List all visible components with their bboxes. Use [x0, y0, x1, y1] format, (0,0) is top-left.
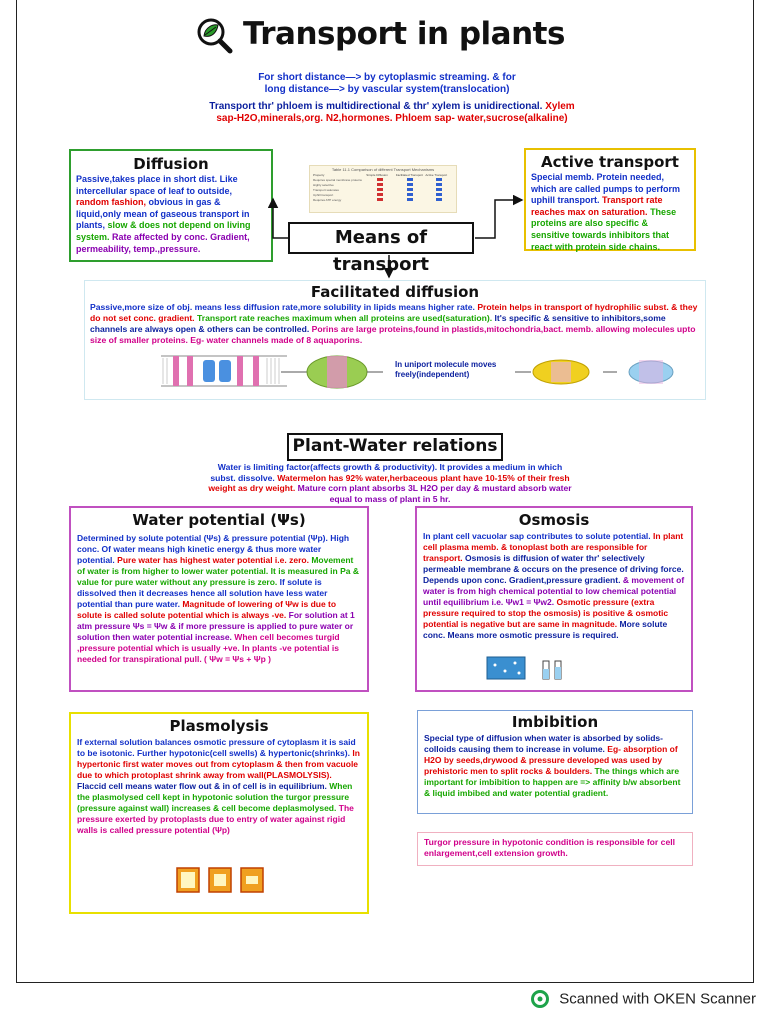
facilitated-text-3: Transport rate reaches maximum when all proteins are used(saturation).	[196, 313, 493, 323]
intro-text	[207, 72, 567, 96]
diffusion-text-1: Passive,takes place in short dist. Like intercellular space of leaf to outside,	[76, 174, 238, 196]
facilitated-text-6: Eg- water channels made of 8 aquaporins.	[190, 335, 363, 345]
channel-protein-illustration	[157, 346, 293, 396]
wp-text-8: When cell becomes turgid ,pressure potential which is usually +ve.	[77, 632, 340, 653]
facilitated-text-1: Passive,more size of obj. means less diffusion rate,more solubility in lipids means higher rate.	[90, 302, 475, 312]
osmosis-heading: Osmosis	[518, 511, 590, 529]
wp-text-3: Movement of water is from higher to lower water potential.	[77, 555, 354, 576]
scanner-text: Scanned with OKEN Scanner	[559, 990, 756, 1008]
pwr-text-3: Mature corn plant absorbs 3L H2O per day & mustard absorb water equal to mass of plant in 5 hr.	[297, 483, 572, 504]
wp-text-2: Pure water has highest water potential i.e. zero.	[117, 555, 309, 565]
symport-antiport-illustration	[513, 350, 689, 394]
plasmolysis-heading: Plasmolysis	[169, 717, 269, 735]
wp-text-6: Magnitude of lowering of Ψw is due to solute is called solute potential which is always -ve.	[77, 599, 337, 620]
osmosis-text-5: Osmotic pressure (extra pressure required to stop the osmosis) is positive & osmotic potential is negative but are same in magnitude.	[423, 597, 669, 629]
osmosis-text-4: & movement of water is from high chemical potential to low chemical potential until equilibrium i.e. Ψw1 = Ψw2.	[423, 575, 685, 607]
table-header-cell: Property	[313, 173, 325, 177]
intro-line-3a: Transport thr' phloem is multidirectional & thr' xylem is unidirectional.	[209, 101, 543, 112]
active-transport-heading: Active transport	[541, 153, 679, 171]
imbibition-box	[417, 710, 693, 814]
active-text-3: These proteins are also specific & sensitive towards inhibitors that react with protein side chains.	[531, 206, 677, 252]
table-header-cell: Facilitated Transport	[395, 173, 424, 177]
carrier-protein-illustration	[277, 348, 387, 396]
plant-water-relations-heading: Plant-Water relations	[287, 433, 503, 461]
document-page	[16, 0, 754, 983]
plasmolysis-cells-illustration	[175, 864, 265, 898]
table-cell: Highly selective	[313, 183, 334, 187]
diffusion-text-4: slow & does not depend on living system.	[76, 220, 251, 242]
uniport-caption: In uniport molecule moves freely(independent)	[395, 360, 497, 379]
table-cell: Transport saturates	[313, 188, 339, 192]
osmosis-text-1: In plant cell vacuolar sap contributes to solute potential.	[423, 531, 651, 541]
plasmolysis-text-4: When the plasmolysed cell kept in hypotonic solution the turgor pressure (pressure against wall) increases & cell become deplasmolysed.	[77, 781, 353, 813]
plasmolysis-box	[69, 712, 369, 914]
table-header-cell: Simple Diffusion	[366, 173, 388, 177]
water-potential-box	[69, 506, 369, 692]
imbibition-text-3: The things which are important for imbibition to happen are => affinity b/w absorbent & liquid imbibed and water potential gradient.	[424, 766, 681, 798]
intro-line-3b: Xylem	[545, 101, 575, 112]
intro-line-2: long distance—> by vascular system(translocation)	[264, 84, 510, 95]
pwr-text-2: Watermelon has 92% water,herbaceous plant have 10-15% of their fresh weight as dry weight.	[208, 472, 570, 494]
diffusion-text-2: random fashion,	[76, 197, 147, 208]
turgor-text: Turgor pressure in hypotonic condition is responsible for cell enlargement,cell extension growth.	[424, 837, 676, 858]
facilitated-text-5: Porins are large proteins,found in plastids,mitochondria,bact. memb. allowing molecules upto size of smaller proteins.	[90, 324, 696, 345]
table-cell: Requires special membrane proteins	[313, 178, 362, 182]
plasmolysis-text-2: In hypertonic first water moves out from cytoplasm & then from vacuole due to which protoplast shrink away from wall(PLASMOLYSIS).	[77, 748, 360, 780]
facilitated-diffusion-heading: Facilitated diffusion	[310, 283, 480, 301]
imbibition-text-2: Eg- absorption of H2O by seeds,drywood & pressure developed was used by prehistoric men to split rocks & boulders.	[424, 744, 678, 776]
wp-text-7: For solution at 1 atm pressure Ψs = Ψw & if more pressure is applied to pure water or solution then water potential increase.	[77, 610, 355, 642]
means-of-transport-label: Means of transport	[288, 222, 474, 254]
diffusion-heading: Diffusion	[133, 155, 209, 173]
wp-text-5: If solute is dissolved then it decreases hence all solution have less water potential than pure water.	[77, 577, 328, 609]
diffusion-text-5: Rate affected by conc. Gradient, permeability, temp.,pressure.	[76, 231, 250, 254]
active-text-1: Special memb. Protein needed, which are called pumps to perform uphill transport.	[531, 172, 681, 206]
wp-text-9: In plants -ve potential is needed for transpirational pull. ( Ψw = Ψs + Ψp )	[77, 643, 339, 664]
active-transport-box	[524, 148, 696, 251]
osmosis-text-2: In plant cell plasma memb. & tonoplast both are responsible for transport.	[423, 531, 684, 563]
imbibition-text-1: Special type of diffusion when water is absorbed by solids-colloids causing them to increase in volume.	[424, 733, 663, 754]
turgor-box	[417, 832, 693, 866]
osmosis-text-6: More solute conc. Means more osmotic pressure is required.	[423, 619, 668, 640]
intro-line-1: For short distance—> by cytoplasmic streaming. & for	[258, 72, 516, 83]
osmosis-illustration	[485, 653, 575, 681]
scanner-watermark	[531, 990, 756, 1012]
plasmolysis-text-5: The pressure exerted by protoplasts due to entry of water against rigid walls is called pressure potential (Ψp)	[77, 803, 354, 835]
water-potential-heading: Water potential (Ψs)	[132, 511, 306, 529]
wp-text-1: Determined by solute potential (Ψs) & pressure potential (Ψp). High conc. Of water means high kinetic energy & thus more water potential.	[77, 533, 350, 565]
table-caption: Table 11.1 Comparison of different Transport Mechanisms	[331, 167, 435, 172]
intro-transport	[167, 101, 617, 125]
facilitated-text-2: Protein helps in transport of hydrophilic subst. & they do not set conc. gradient.	[90, 302, 698, 323]
intro-line-4: sap-H2O,minerals,org. N2,hormones. Phloem sap- water,sucrose(alkaline)	[216, 113, 568, 124]
plasmolysis-text-3: Flaccid cell means water flow out & in of cell is in equilibrium.	[77, 781, 327, 791]
plasmolysis-text-1: If external solution balances osmotic pressure of cytoplasm it is said to be isotonic. Further hypotonic(cell swells) & hypertonic(shrinks).	[77, 737, 356, 758]
osmosis-box	[415, 506, 693, 692]
imbibition-heading: Imbibition	[511, 713, 599, 731]
pwr-text-1: Water is limiting factor(affects growth & productivity). It provides a medium in which subst. dissolve.	[210, 462, 563, 483]
oken-scanner-logo-icon	[531, 990, 549, 1008]
diffusion-box	[69, 149, 273, 262]
plant-water-relations-text	[207, 462, 573, 504]
table-cell: Requires ATP energy	[313, 198, 342, 202]
wp-text-4: It is measured in Pa & value for pure water without any pressure is zero.	[77, 566, 359, 587]
table-header-cell: Active Transport	[425, 173, 448, 177]
page-title: Transport in plants	[243, 16, 565, 52]
active-text-2: Transport rate reaches max on saturation.	[531, 195, 663, 217]
table-cell: Uphill transport	[313, 193, 334, 197]
leaf-magnifier-icon	[195, 16, 233, 54]
diffusion-text-3: obvious in gas & liquid,only mean of gaseous transport in plants,	[76, 197, 250, 231]
arrows-connector	[247, 188, 547, 280]
osmosis-text-3: Osmosis is diffusion of water thr' selectively permeable membrane & occurs on the presence of driving force. Depends upon conc. Gradient,pressure gradient.	[423, 553, 684, 585]
facilitated-text-4: It's specific & sensitive to inhibitors,some channels are always open & others can be controlled.	[90, 313, 666, 334]
